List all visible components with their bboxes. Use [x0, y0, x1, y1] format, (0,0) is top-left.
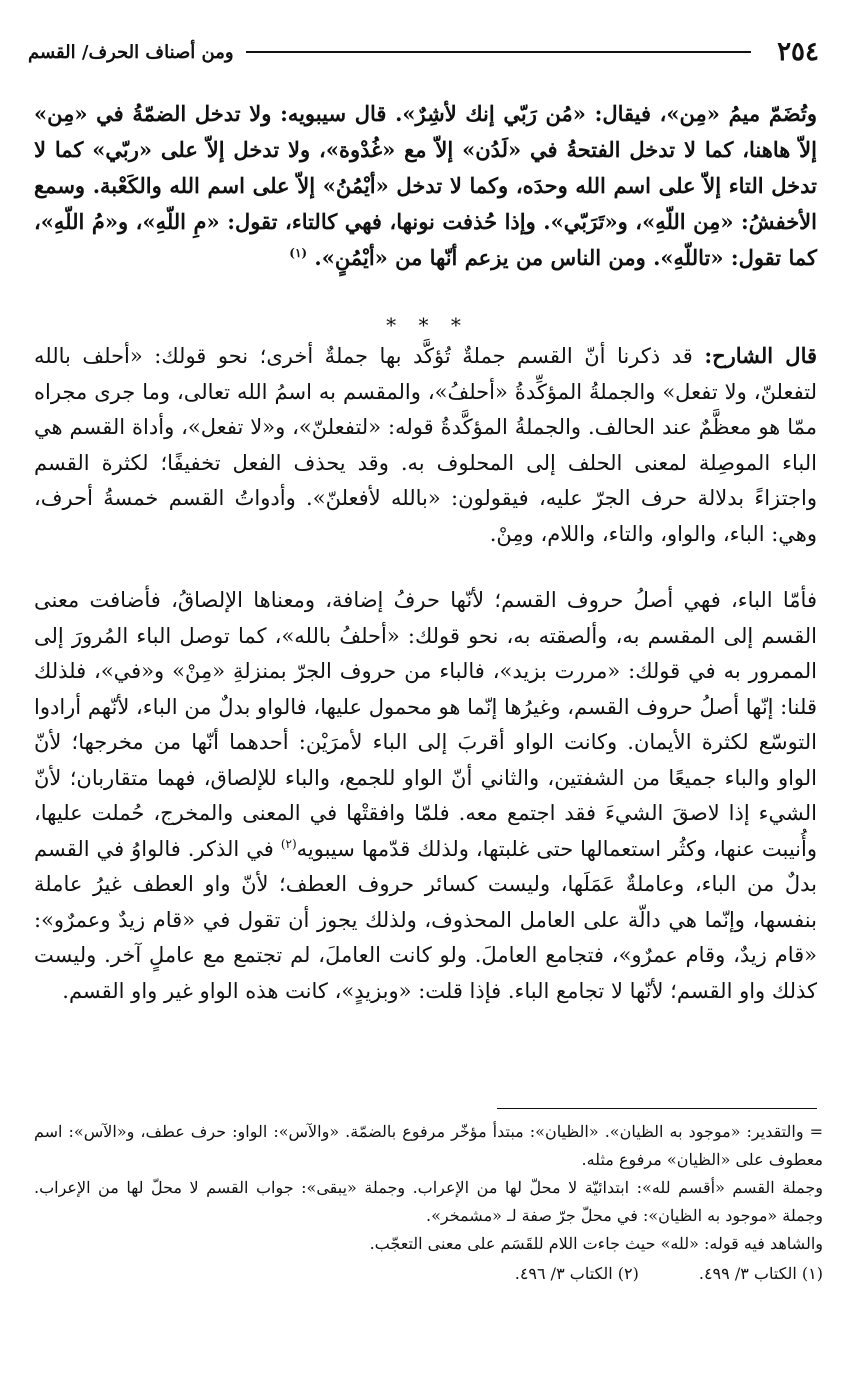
commentary-paragraph [34, 338, 817, 552]
running-title: ومن أصناف الحرف/ القسم [28, 41, 234, 63]
page-number: ٢٥٤ [777, 37, 819, 67]
page-header [28, 34, 819, 70]
footnote-ref-1: (١) الكتاب ٣/ ٤٩٩. [698, 1264, 823, 1283]
footnote-marker: (١) [289, 246, 308, 260]
section-separator: * * * [386, 313, 469, 337]
footnote-marker-2: (٢) [280, 836, 297, 851]
commentary-lead: قال الشارح: [704, 343, 818, 368]
footnote-line: = والتقدير: «موجود به الظيان». «الظيان»: مبتدأ مؤخّر مرفوع بالضمّة. «والآس»: الواو: حرف عطف، و«الآس»: اسم معطوف على «الظيان» مرفوع مثله. [34, 1122, 824, 1169]
paragraph-text: وتُضَمّ ميمُ «مِن»، فيقال: «مُن رَبّي إنك لأشِرٌ». قال سيبويه: ولا تدخل الضمّةُ في «مِن» إلاّ هاهنا، كما لا تدخل الفتحةُ في «لَدُن» إلاّ مع «غُدْوة»، ولا تدخل إلاّ على «ربّي» كما لا تدخل التاء إلاّ على اسم الله وحدَه، وكما لا تدخل «أيْمُنُ» إلاّ على اسم الله والكَعْبة. وسمع الأخفشُ: «مِن اللّهِ»، و«تَرَبّي». وإذا حُذفت نونها، فهي كالتاء، تقول: «مِ اللّهِ»، و«مُ اللّهِ»، كما تقول: «تاللّهِ». ومن الناس من يزعم أنّها من «أيْمُنٍ». [34, 101, 817, 270]
main-text-paragraph [34, 96, 817, 276]
footnotes [34, 1118, 823, 1288]
commentary-text-2a: فأمّا الباء، فهي أصلُ حروف القسم؛ لأنّها حرفُ إضافة، ومعناها الإلصاقُ، فأضافت معنى القسم إلى المقسم به، وألصقته به، نحو قولك: «أحلفُ بالله»، كما توصل الباء المُرورَ إلى الممرور به في قولك: «مررت بزيد»، فالباء من حروف الجرّ بمنزلةِ «مِنْ» و«في»، فلذلك قلنا: إنّها أصلُ حروف القسم، وغيرُها إنّما هو محمول عليها، فالواو بدلٌ من الباء، لأنّهم أرادوا التوسّع لكثرة الأيمان. وكانت الواو أقربَ إلى الباء لأمرَيْن: أحدهما أنّها من مخرجها؛ لأنّ الواو والباء جميعًا من الشفتين، والثاني أنّ الواو للجمع، والباء للإلصاق، فهما متقاربان؛ لأنّ الشيء إذا لاصقَ الشيءَ فقد اجتمع معه. فلمّا وافقتْها في المعنى والمخرج، حُملت عليها، وأُنيبت عنها، وكثُر استعمالها حتى غلبتها، ولذلك قدّمها سيبويه [34, 588, 817, 861]
footnote-ref-2: (٢) الكتاب ٣/ ٤٩٦. [514, 1264, 639, 1283]
footnote-references [34, 1260, 823, 1288]
commentary-text-2b: في الذكر. فالواوُ في القسم بدلٌ من الباء، وعاملةٌ عَمَلَها، وليست كسائر حروف العطف؛ لأنّ واو العطف غيرُ عاملة بنفسها، وإنّما هي دالّة على العامل المحذوف، ولذلك يجوز أن تقول في «قام زيدٌ وعمرٌو»: «قام زيدٌ، وقام عمرٌو»، فتجامع العاملَ. ولو كانت العاملَ، لم تجتمع مع عاملٍ آخر. وليست كذلك واو القسم؛ لأنّها لا تجامع الباء. فإذا قلت: «وبزيدٍ»، كانت هذه الواو غير واو القسم. [34, 836, 817, 1003]
commentary-text: قد ذكرنا أنّ القسم جملةٌ تُؤكَّد بها جملةٌ أخرى؛ نحو قولك: «أحلف بالله لتفعلنّ، ولا تفعل» والجملةُ المؤكِّدةُ «أحلفُ»، والمقسم به اسمُ الله تعالى، وما جرى مجراه ممّا هو معظَّمٌ عند الحالف. والجملةُ المؤكَّدةُ قوله: «لتفعلنّ»، و«لا تفعل»، وأداة القسم هي الباء الموصِلة لمعنى الحلف إلى المحلوف به. وقد يحذف الفعل تخفيفًا؛ لكثرة القسم واجتزاءً بدلالة حرف الجرّ عليه، فيقولون: «بالله لأفعلنّ». وأدواتُ القسم خمسةُ أحرف، وهي: الباء، والواو، والتاء، واللام، ومِنْ. [34, 344, 817, 546]
footnote-line: وجملة القسم «أقسم لله»: ابتدائيّة لا محلّ لها من الإعراب. وجملة «يبقى»: جواب القسم لا محلّ لها من الإعراب. وجملة «موجود به الظيان»: في محلّ جرّ صفة لـ «مشمخر». [34, 1178, 823, 1225]
footnote-rule [497, 1108, 817, 1109]
footnote-line: والشاهد فيه قوله: «لله» حيث جاءت اللام للقَسَم على معنى التعجّب. [369, 1234, 823, 1253]
header-rule [246, 51, 752, 53]
commentary-paragraph-2 [34, 583, 817, 1009]
